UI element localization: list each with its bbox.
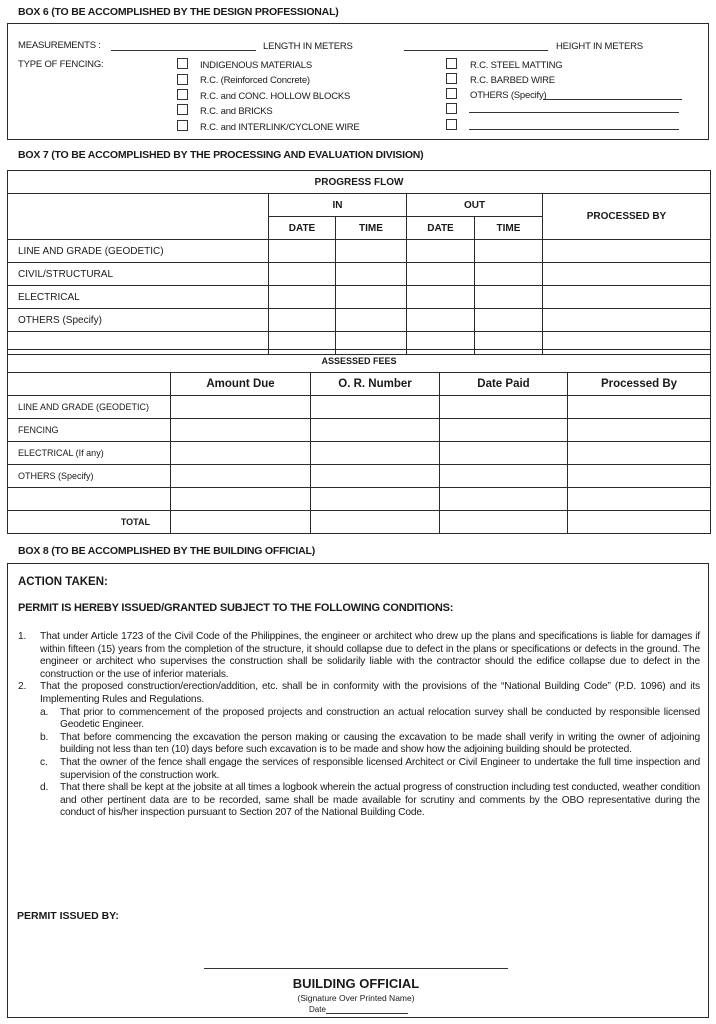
in-date-cell[interactable] bbox=[269, 286, 336, 309]
out-date-header: DATE bbox=[407, 217, 475, 240]
height-label: HEIGHT IN METERS bbox=[556, 41, 643, 52]
box8-title: BOX 8 (TO BE ACCOMPLISHED BY THE BUILDING OFFICIAL) bbox=[18, 545, 316, 557]
or-number-cell[interactable] bbox=[311, 396, 440, 419]
row-label: CIVIL/STRUCTURAL bbox=[8, 263, 269, 286]
total-row bbox=[8, 511, 711, 534]
option-label: R.C. and BRICKS bbox=[200, 106, 273, 117]
row-label: OTHERS (Specify) bbox=[8, 465, 171, 488]
measurements-label: MEASUREMENTS : bbox=[18, 40, 101, 51]
date-field[interactable] bbox=[326, 1013, 408, 1014]
checkbox-rc-hollow-blocks[interactable] bbox=[177, 89, 188, 100]
processed-by-cell[interactable] bbox=[543, 263, 711, 286]
box6-title: BOX 6 (TO BE ACCOMPLISHED BY THE DESIGN PROFESSIONAL) bbox=[18, 6, 339, 18]
date-paid-cell[interactable] bbox=[440, 488, 568, 511]
in-time-header: TIME bbox=[336, 217, 407, 240]
out-date-cell[interactable] bbox=[407, 309, 475, 332]
amount-due-cell[interactable] bbox=[171, 488, 311, 511]
amount-due-cell[interactable] bbox=[171, 396, 311, 419]
in-date-cell[interactable] bbox=[269, 309, 336, 332]
sub-condition-text: That before commencing the excavation the person making or causing the excavation to be made shall verify in writing the owner of adjoining building not less than ten (10) days before such excavation is to be made and show how the adjoining building should be protected. bbox=[60, 731, 700, 756]
out-date-cell[interactable] bbox=[407, 286, 475, 309]
row-label: OTHERS (Specify) bbox=[8, 309, 269, 332]
date-paid-cell[interactable] bbox=[440, 396, 568, 419]
assessed-fees-table bbox=[7, 349, 711, 534]
or-number-cell[interactable] bbox=[311, 442, 440, 465]
sub-condition-letter: a. bbox=[40, 706, 49, 718]
out-time-cell[interactable] bbox=[475, 309, 543, 332]
processed-by-cell[interactable] bbox=[543, 240, 711, 263]
table-row bbox=[8, 286, 711, 309]
sub-condition-text: That there shall be kept at the jobsite at all times a logbook wherein the actual progress of construction including test conducted, weather condition and other pertinent data are to be recorded, same shall be made available for scrutiny and comments by the OBO representative during the conduct of his/her inspection pursuant to Section 207 of the National Building Code. bbox=[60, 782, 700, 819]
row-label: ELECTRICAL (If any) bbox=[8, 442, 171, 465]
out-date-cell[interactable] bbox=[407, 240, 475, 263]
total-amount-cell[interactable] bbox=[171, 511, 311, 534]
table-row bbox=[8, 396, 711, 419]
processed-by-cell[interactable] bbox=[568, 488, 711, 511]
processed-by-cell[interactable] bbox=[543, 309, 711, 332]
table-row bbox=[8, 488, 711, 511]
or-number-cell[interactable] bbox=[311, 465, 440, 488]
checkbox-rc-bricks[interactable] bbox=[177, 104, 188, 115]
height-field[interactable] bbox=[404, 50, 548, 51]
option-label: R.C. BARBED WIRE bbox=[470, 75, 555, 86]
table-row bbox=[8, 419, 711, 442]
date-label: Date bbox=[309, 1005, 326, 1014]
processed-by-cell[interactable] bbox=[543, 286, 711, 309]
sub-condition-letter: c. bbox=[40, 756, 48, 768]
row-label: FENCING bbox=[8, 419, 171, 442]
or-number-header: O. R. Number bbox=[311, 373, 440, 396]
amount-due-cell[interactable] bbox=[171, 465, 311, 488]
table-row bbox=[8, 240, 711, 263]
table-row bbox=[8, 263, 711, 286]
progress-flow-title: PROGRESS FLOW bbox=[8, 171, 711, 194]
option-label: R.C. (Reinforced Concrete) bbox=[200, 75, 310, 86]
total-date-cell[interactable] bbox=[440, 511, 568, 534]
row-label: LINE AND GRADE (GEODETIC) bbox=[8, 396, 171, 419]
row-label: ELECTRICAL bbox=[8, 286, 269, 309]
checkbox-rc-reinforced-concrete[interactable] bbox=[177, 74, 188, 85]
length-label: LENGTH IN METERS bbox=[263, 41, 353, 52]
blank-header-cell bbox=[8, 194, 269, 240]
total-label: TOTAL bbox=[8, 511, 171, 534]
checkbox-extra-2[interactable] bbox=[446, 119, 457, 130]
processed-by-header: PROCESSED BY bbox=[543, 194, 711, 240]
checkbox-rc-steel-matting[interactable] bbox=[446, 58, 457, 69]
processed-by-cell[interactable] bbox=[568, 419, 711, 442]
checkbox-others[interactable] bbox=[446, 88, 457, 99]
in-time-cell[interactable] bbox=[336, 309, 407, 332]
permit-issued-by-label: PERMIT ISSUED BY: bbox=[17, 910, 119, 922]
in-time-cell[interactable] bbox=[336, 263, 407, 286]
sub-condition-text: That prior to commencement of the proposed projects and construction an actual relocation survey shall be conducted by responsible licensed Geodetic Engineer. bbox=[60, 706, 700, 731]
processed-by-cell[interactable] bbox=[568, 396, 711, 419]
in-date-cell[interactable] bbox=[269, 263, 336, 286]
out-date-cell[interactable] bbox=[407, 263, 475, 286]
sub-condition-item bbox=[18, 757, 700, 782]
condition-text: That under Article 1723 of the Civil Code of the Philippines, the engineer or architect who drew up the plans and specifications is liable for damages if within fifteen (15) years from the completion of the structure, it should collapse due to defect in the plans or specifications or defects in the ground. The engineer or architect who supervises the construction shall be solidarily liable with the contractor should the edifice collapse due to defect in the construction or the use of inferior materials. bbox=[40, 631, 700, 680]
processed-by-cell[interactable] bbox=[568, 442, 711, 465]
building-official-title: BUILDING OFFICIAL bbox=[292, 976, 420, 991]
option-label: R.C. and CONC. HOLLOW BLOCKS bbox=[200, 91, 351, 102]
in-date-cell[interactable] bbox=[269, 240, 336, 263]
processed-by-cell[interactable] bbox=[568, 465, 711, 488]
condition-item bbox=[18, 681, 700, 706]
checkbox-rc-interlink-cyclone-wire[interactable] bbox=[177, 120, 188, 131]
sub-condition-item bbox=[18, 732, 700, 757]
permit-conditions-heading: PERMIT IS HEREBY ISSUED/GRANTED SUBJECT TO THE FOLLOWING CONDITIONS: bbox=[18, 602, 454, 614]
option-label: R.C. STEEL MATTING bbox=[470, 60, 563, 71]
table-row bbox=[8, 465, 711, 488]
in-date-header: DATE bbox=[269, 217, 336, 240]
or-number-cell[interactable] bbox=[311, 488, 440, 511]
in-time-cell[interactable] bbox=[336, 240, 407, 263]
in-header: IN bbox=[269, 194, 407, 217]
row-label: LINE AND GRADE (GEODETIC) bbox=[8, 240, 269, 263]
sub-condition-text: That the owner of the fence shall engage the services of responsible licensed Architect or Civil Engineer to undertake the full time inspection and supervision of the construction work. bbox=[60, 756, 700, 781]
out-time-cell[interactable] bbox=[475, 286, 543, 309]
checkbox-extra-1[interactable] bbox=[446, 103, 457, 114]
amount-due-cell[interactable] bbox=[171, 442, 311, 465]
processed-by-header: Processed By bbox=[568, 373, 711, 396]
total-processed-cell[interactable] bbox=[568, 511, 711, 534]
progress-flow-table bbox=[7, 170, 711, 355]
others-specify-field[interactable] bbox=[543, 99, 682, 100]
action-taken-label: ACTION TAKEN: bbox=[18, 576, 108, 588]
option-label: INDIGENOUS MATERIALS bbox=[200, 60, 312, 71]
checkbox-indigenous-materials[interactable] bbox=[177, 58, 188, 69]
out-time-cell[interactable] bbox=[475, 263, 543, 286]
length-field[interactable] bbox=[111, 50, 256, 51]
row-label[interactable] bbox=[8, 488, 171, 511]
out-time-cell[interactable] bbox=[475, 240, 543, 263]
signature-note: (Signature Over Printed Name) bbox=[297, 993, 415, 1003]
total-or-cell[interactable] bbox=[311, 511, 440, 534]
sub-condition-letter: d. bbox=[40, 782, 49, 794]
table-row bbox=[8, 309, 711, 332]
in-time-cell[interactable] bbox=[336, 286, 407, 309]
signature-line[interactable] bbox=[204, 968, 508, 969]
conditions-list bbox=[18, 631, 700, 820]
date-paid-header: Date Paid bbox=[440, 373, 568, 396]
out-time-header: TIME bbox=[475, 217, 543, 240]
or-number-cell[interactable] bbox=[311, 419, 440, 442]
date-paid-cell[interactable] bbox=[440, 442, 568, 465]
date-paid-cell[interactable] bbox=[440, 419, 568, 442]
condition-item bbox=[18, 631, 700, 681]
sub-condition-item bbox=[18, 782, 700, 820]
amount-due-header: Amount Due bbox=[171, 373, 311, 396]
box7-title: BOX 7 (TO BE ACCOMPLISHED BY THE PROCESSING AND EVALUATION DIVISION) bbox=[18, 149, 424, 161]
date-paid-cell[interactable] bbox=[440, 465, 568, 488]
amount-due-cell[interactable] bbox=[171, 419, 311, 442]
extra-2-field[interactable] bbox=[469, 129, 679, 130]
option-label: OTHERS (Specify) bbox=[470, 90, 547, 101]
out-header: OUT bbox=[407, 194, 543, 217]
assessed-fees-title: ASSESSED FEES bbox=[8, 350, 711, 373]
type-of-fencing-label: TYPE OF FENCING: bbox=[18, 59, 104, 70]
sub-condition-letter: b. bbox=[40, 731, 49, 743]
condition-number: 1. bbox=[18, 631, 27, 642]
extra-1-field[interactable] bbox=[469, 112, 679, 113]
condition-number: 2. bbox=[18, 681, 27, 693]
checkbox-rc-barbed-wire[interactable] bbox=[446, 73, 457, 84]
sub-condition-item bbox=[18, 707, 700, 732]
condition-text: That the proposed construction/erection/addition, etc. shall be in conformity with the provisions of the “National Building Code” (P.D. 1096) and its Implementing Rules and Regulations. bbox=[40, 681, 700, 705]
blank-header-cell bbox=[8, 373, 171, 396]
table-row bbox=[8, 442, 711, 465]
option-label: R.C. and INTERLINK/CYCLONE WIRE bbox=[200, 122, 360, 133]
